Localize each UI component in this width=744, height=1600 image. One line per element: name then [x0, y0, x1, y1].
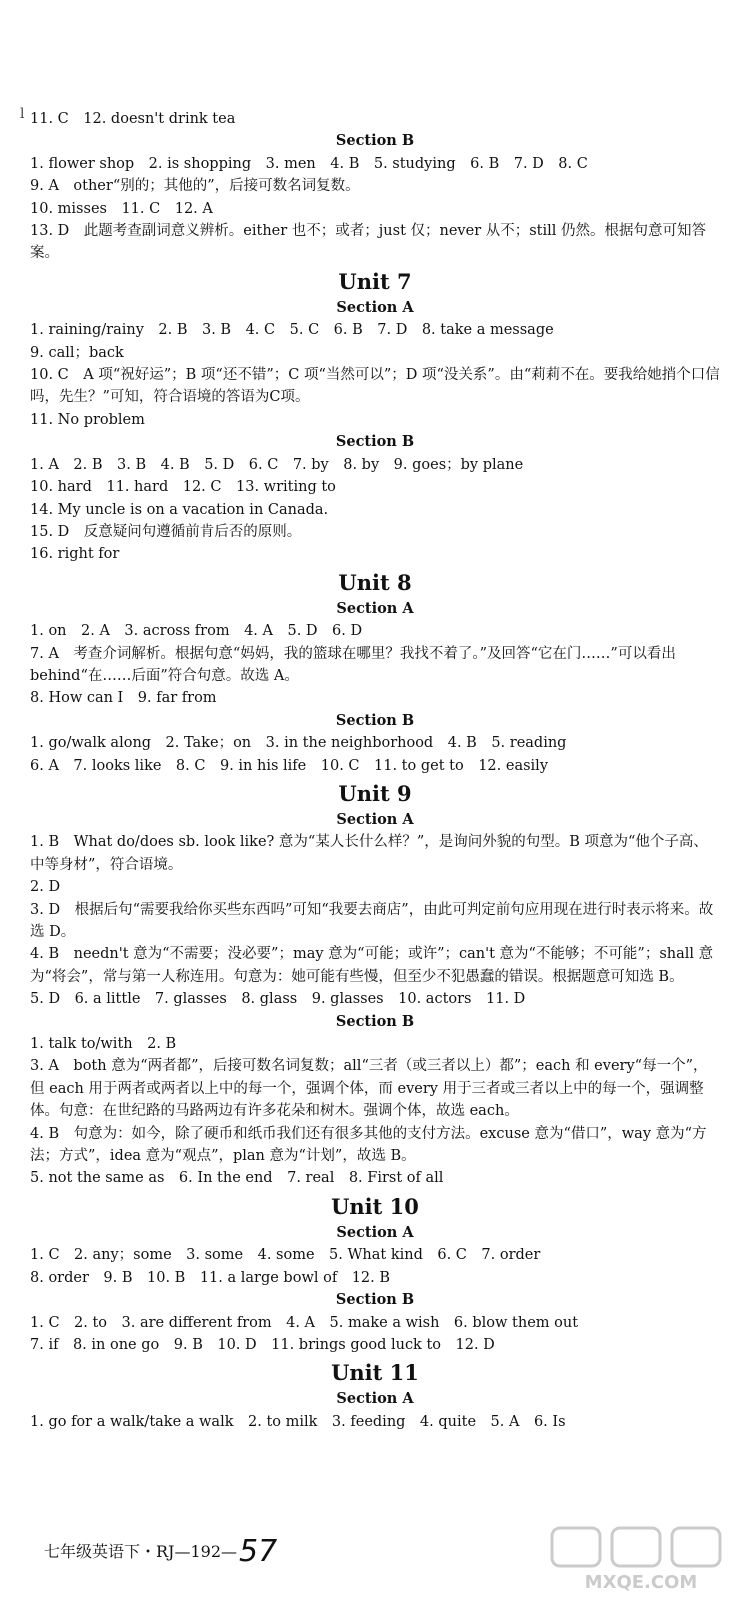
answer-line: 11. No problem	[30, 411, 145, 428]
section-heading: Section A	[336, 1223, 414, 1241]
footer-page-label: 七年级英语下・RJ—192—	[44, 1542, 238, 1561]
answer-line: 13. D 此题考查副词意义辨析。either 也不；或者；just 仅；never 从不；still 仍然。根据句意可知答案。	[30, 223, 707, 262]
answer-line: 1. talk to/with 2. B	[30, 1036, 177, 1053]
section-heading: Section A	[336, 1390, 414, 1408]
unit-heading: Unit 7	[338, 268, 412, 294]
unit-heading: Unit 8	[338, 569, 412, 595]
answer-line: 4. B needn't 意为“不需要；没必要”；may 意为“可能；或许”；can't 意为“不能够；不可能”；shall 意为“将会”，常与第一人称连用。句意为：她可能有些慢，但至少不犯愚蠢的错误。根据题意可知选 B。	[30, 946, 714, 985]
handwritten-page-number: 57	[239, 1534, 278, 1569]
answer-line: 15. D 反意疑问句遵循前肯后否的原则。	[30, 523, 302, 540]
answer-line: 6. A 7. looks like 8. C 9. in his life 10. C 11. to get to 12. easily	[30, 757, 549, 774]
answer-line: 5. not the same as 6. In the end 7. real 8. First of all	[30, 1170, 444, 1187]
answer-line: 7. A 考查介词解析。根据句意“妈妈，我的篮球在哪里？我找不着了。”及回答“它在门……”可以看出 behind“在……后面”符合句意。故选 A。	[30, 645, 676, 684]
unit-heading: Unit 10	[331, 1193, 419, 1219]
answer-line: 1. go for a walk/take a walk 2. to milk 3. feeding 4. quite 5. A 6. Is	[30, 1413, 566, 1430]
answer-line: 4. B 句意为：如今，除了硬币和纸币我们还有很多其他的支付方法。excuse 意为“借口”，way 意为“方法；方式”，idea 意为“观点”，plan 意为“计划”，故选 B。	[30, 1125, 707, 1165]
section-heading: Section B	[335, 1291, 415, 1309]
answer-line: 5. D 6. a little 7. glasses 8. glass 9. glasses 10. actors 11. D	[30, 991, 526, 1008]
section-heading: Section B	[335, 1012, 415, 1030]
answer-line: 1. go/walk along 2. Take；on 3. in the neighborhood 4. B 5. reading	[30, 735, 567, 752]
answer-line: 1. flower shop 2. is shopping 3. men 4. B 5. studying 6. B 7. D 8. C	[30, 155, 588, 172]
watermark-text: MXQE.COM	[584, 1572, 698, 1593]
answer-content	[30, 108, 720, 1433]
answer-line: 11. C 12. doesn't drink tea	[30, 111, 236, 127]
section-heading: Section B	[335, 433, 415, 451]
section-heading: Section B	[335, 711, 415, 729]
section-heading: Section A	[336, 298, 414, 316]
answer-line: 10. hard 11. hard 12. C 13. writing to	[30, 479, 336, 496]
answer-line: 10. C A 项“祝好运”；B 项“还不错”；C 项“当然可以”；D 项“没关系”。由“莉莉不在。要我给她捎个口信吗，先生？”可知，符合语境的答语为C项。	[30, 367, 720, 406]
answer-line: 1. A 2. B 3. B 4. B 5. D 6. C 7. by 8. by 9. goes；by plane	[30, 456, 524, 473]
answer-line: 9. A other“别的；其他的”，后接可数名词复数。	[30, 178, 360, 195]
section-heading: Section B	[335, 132, 415, 150]
page-footer	[44, 1530, 278, 1569]
section-heading: Section A	[336, 599, 414, 617]
margin-mark: l	[20, 106, 25, 122]
answer-line: 1. C 2. to 3. are different from 4. A 5. make a wish 6. blow them out	[30, 1314, 579, 1331]
answer-line: 1. B What do/does sb. look like? 意为“某人长什么样？”，是询问外貌的句型。B 项意为“他个子高、中等身材”，符合语境。	[30, 834, 708, 873]
answer-line: 2. D	[30, 879, 61, 896]
answer-line: 1. raining/rainy 2. B 3. B 4. C 5. C 6. B 7. D 8. take a message	[30, 322, 554, 339]
answer-line: 7. if 8. in one go 9. B 10. D 11. brings good luck to 12. D	[30, 1336, 495, 1353]
answer-line: 3. A both 意为“两者都”，后接可数名词复数；all“三者（或三者以上）都”；each 和 every“每一个”，但 each 用于两者或两者以上中的每一个，强调个体，而 every 用于三者或三者以上中的每一个，强调整体。句意：在世纪路的马路两边有许多花朵和树木。强调个体，故选 each。	[30, 1058, 708, 1120]
answer-line: 10. misses 11. C 12. A	[30, 200, 213, 217]
answer-line: 3. D 根据后句“需要我给你买些东西吗”可知“我要去商店”，由此可判定前句应用现在进行时表示将来。故选 D。	[30, 901, 714, 940]
answer-line: 14. My uncle is on a vacation in Canada.	[30, 501, 329, 518]
answer-line: 8. How can I 9. far from	[30, 690, 217, 707]
answer-line: 1. on 2. A 3. across from 4. A 5. D 6. D	[30, 623, 363, 640]
answer-line: 16. right for	[30, 546, 120, 563]
answer-line: 8. order 9. B 10. B 11. a large bowl of 12. B	[30, 1269, 391, 1286]
unit-heading: Unit 9	[338, 780, 412, 806]
watermark-logo-icon	[546, 1524, 736, 1594]
answer-line: 1. C 2. any；some 3. some 4. some 5. What kind 6. C 7. order	[30, 1247, 541, 1264]
answer-line: 9. call；back	[30, 344, 124, 361]
section-heading: Section A	[336, 810, 414, 828]
unit-heading: Unit 11	[331, 1360, 419, 1386]
